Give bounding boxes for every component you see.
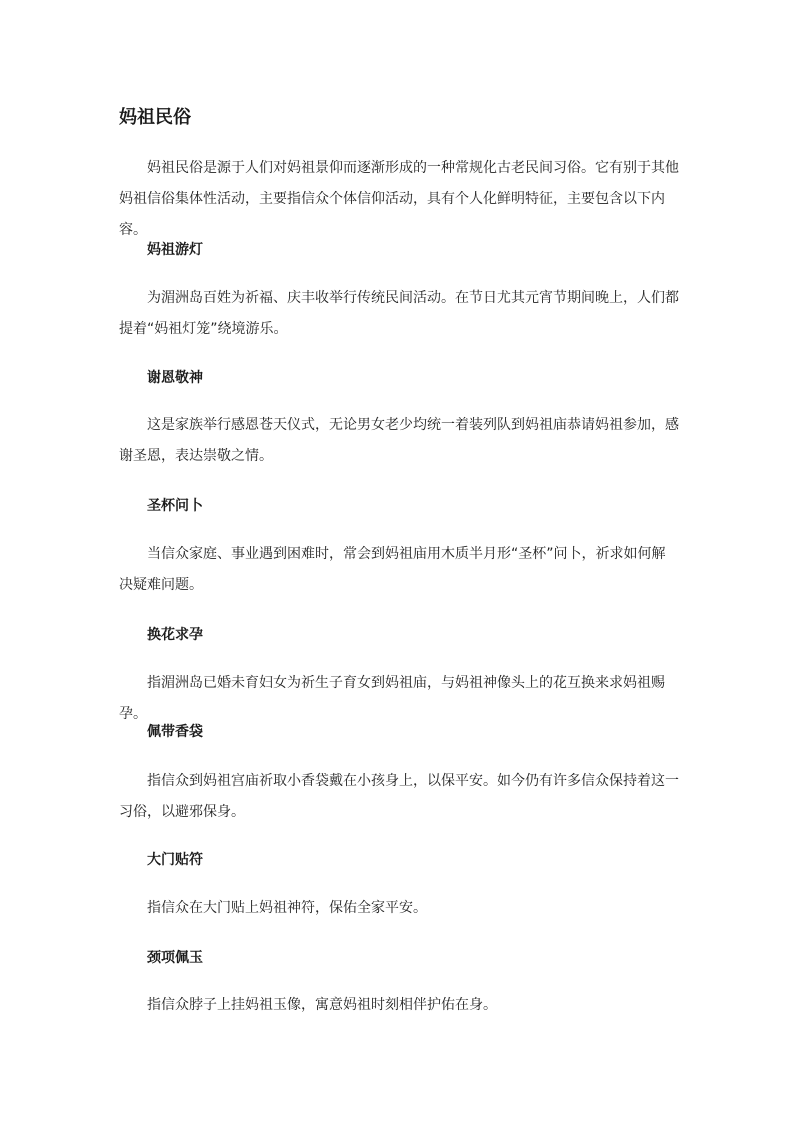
section-heading-lantern-parade: 妈祖游灯 bbox=[147, 242, 203, 258]
section-text-thanksgiving: 这是家族举行感恩苍天仪式，无论男女老少均统一着装列队到妈祖庙恭请妈祖参加，感谢圣恩，表达崇敬之情。 bbox=[119, 417, 679, 464]
section-text-lantern-parade: 为湄洲岛百姓为祈福、庆丰收举行传统民间活动。在节日尤其元宵节期间晚上，人们都提着“妈祖灯笼”绕境游乐。 bbox=[119, 290, 679, 337]
section-heading-divination: 圣杯问卜 bbox=[147, 498, 203, 514]
page-title: 妈祖民俗 bbox=[119, 107, 191, 128]
section-heading-thanksgiving: 谢恩敬神 bbox=[147, 370, 203, 386]
section-text-sachet: 指信众到妈祖宫庙祈取小香袋戴在小孩身上，以保平安。如今仍有许多信众保持着这一习俗，以避邪保身。 bbox=[119, 773, 679, 820]
section-heading-door-charm: 大门贴符 bbox=[147, 852, 203, 868]
section-text-flower-exchange: 指湄洲岛已婚未育妇女为祈生子育女到妈祖庙，与妈祖神像头上的花互换来求妈祖赐孕。 bbox=[119, 675, 665, 722]
section-heading-sachet: 佩带香袋 bbox=[147, 724, 203, 740]
section-text-divination: 当信众家庭、事业遇到困难时，常会到妈祖庙用木质半月形“圣杯”问卜，祈求如何解决疑难问题。 bbox=[119, 546, 666, 593]
section-text-jade-pendant: 指信众脖子上挂妈祖玉像，寓意妈祖时刻相伴护佑在身。 bbox=[147, 997, 497, 1013]
section-heading-jade-pendant: 颈项佩玉 bbox=[147, 950, 203, 966]
intro-paragraph: 妈祖民俗是源于人们对妈祖景仰而逐渐形成的一种常规化古老民间习俗。它有别于其他妈祖信俗集体性活动，主要指信众个体信仰活动，具有个人化鲜明特征，主要包含以下内容。 bbox=[119, 160, 679, 238]
section-text-door-charm: 指信众在大门贴上妈祖神符，保佑全家平安。 bbox=[147, 900, 427, 916]
section-heading-flower-exchange: 换花求孕 bbox=[147, 627, 203, 643]
